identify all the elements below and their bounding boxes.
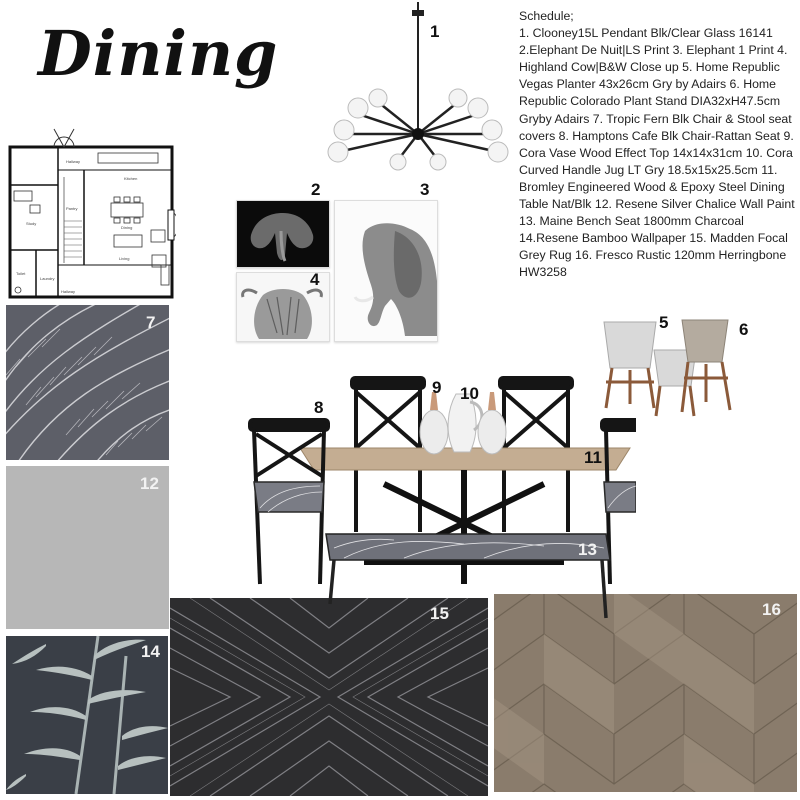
svg-text:Living: Living bbox=[119, 256, 130, 261]
schedule-heading: Schedule; bbox=[519, 9, 574, 23]
label-1: 1 bbox=[430, 22, 440, 41]
floor-plan bbox=[6, 125, 176, 300]
schedule-list: 1. Clooney15L Pendant Blk/Clear Glass 16141 2.Elephant De Nuit|LS Print 3. Elephant 1 Print 4. Highland Cow|B&W Close up 5. Home Republic Vegas Planter 43x26cm Gry by Adairs 6. Home Republic Colorado Plant Stand DIA32xH47.5cm Gryby Adairs 7. Tropic Fern Blk Chair & Stool seat covers 8. Hamptons Cafe Blk Chair-Rattan Seat 9. Cora Vase Wood Effect Top 14x14x31cm 10. Cora Curved Handle Jug LT Gry 18.5x15x25.5cm 11. Bromley Engineered Wood & Epoxy Steel Dining Table Nat/Blk 12. Resene Silver Chalice Wall Paint 13. Maine Bench Seat 1800mm Charcoal 14.Resene Bamboo Wallpaper 15. Madden Focal Grey Rug 16. Fresco Rustic 120mm Herringbone HW3258 bbox=[519, 26, 795, 280]
svg-text:Hallway: Hallway bbox=[61, 289, 76, 294]
label-13: 13 bbox=[578, 540, 597, 559]
board-title: Dining bbox=[38, 17, 279, 90]
svg-text:Study: Study bbox=[26, 221, 37, 226]
svg-text:Hallway: Hallway bbox=[66, 159, 81, 164]
label-3: 3 bbox=[420, 180, 430, 199]
schedule-text bbox=[519, 8, 797, 282]
label-14: 14 bbox=[141, 642, 160, 661]
madden-focal-rug-swatch bbox=[170, 598, 488, 796]
svg-text:Toilet: Toilet bbox=[16, 271, 26, 276]
label-7: 7 bbox=[146, 313, 156, 332]
svg-text:Dining: Dining bbox=[121, 225, 133, 230]
label-16: 16 bbox=[762, 600, 781, 619]
label-4: 4 bbox=[310, 270, 320, 289]
label-9: 9 bbox=[432, 378, 442, 397]
dining-set bbox=[244, 372, 636, 622]
label-8: 8 bbox=[314, 398, 324, 417]
pendant-light bbox=[318, 2, 522, 182]
tropic-fern-fabric-swatch bbox=[6, 305, 169, 460]
label-6: 6 bbox=[739, 320, 749, 339]
svg-text:Kitchen: Kitchen bbox=[124, 176, 138, 181]
elephant-1-print bbox=[334, 200, 438, 342]
label-11: 11 bbox=[584, 448, 602, 467]
elephant-de-nuit-print bbox=[236, 200, 330, 268]
svg-text:Pantry: Pantry bbox=[66, 206, 78, 211]
label-2: 2 bbox=[311, 180, 321, 199]
label-10: 10 bbox=[460, 384, 479, 403]
herringbone-floor-swatch bbox=[494, 594, 797, 792]
label-12: 12 bbox=[140, 474, 159, 493]
label-15-rug: 15 bbox=[430, 604, 449, 623]
label-5: 5 bbox=[659, 313, 669, 332]
svg-text:Laundry: Laundry bbox=[40, 276, 55, 281]
